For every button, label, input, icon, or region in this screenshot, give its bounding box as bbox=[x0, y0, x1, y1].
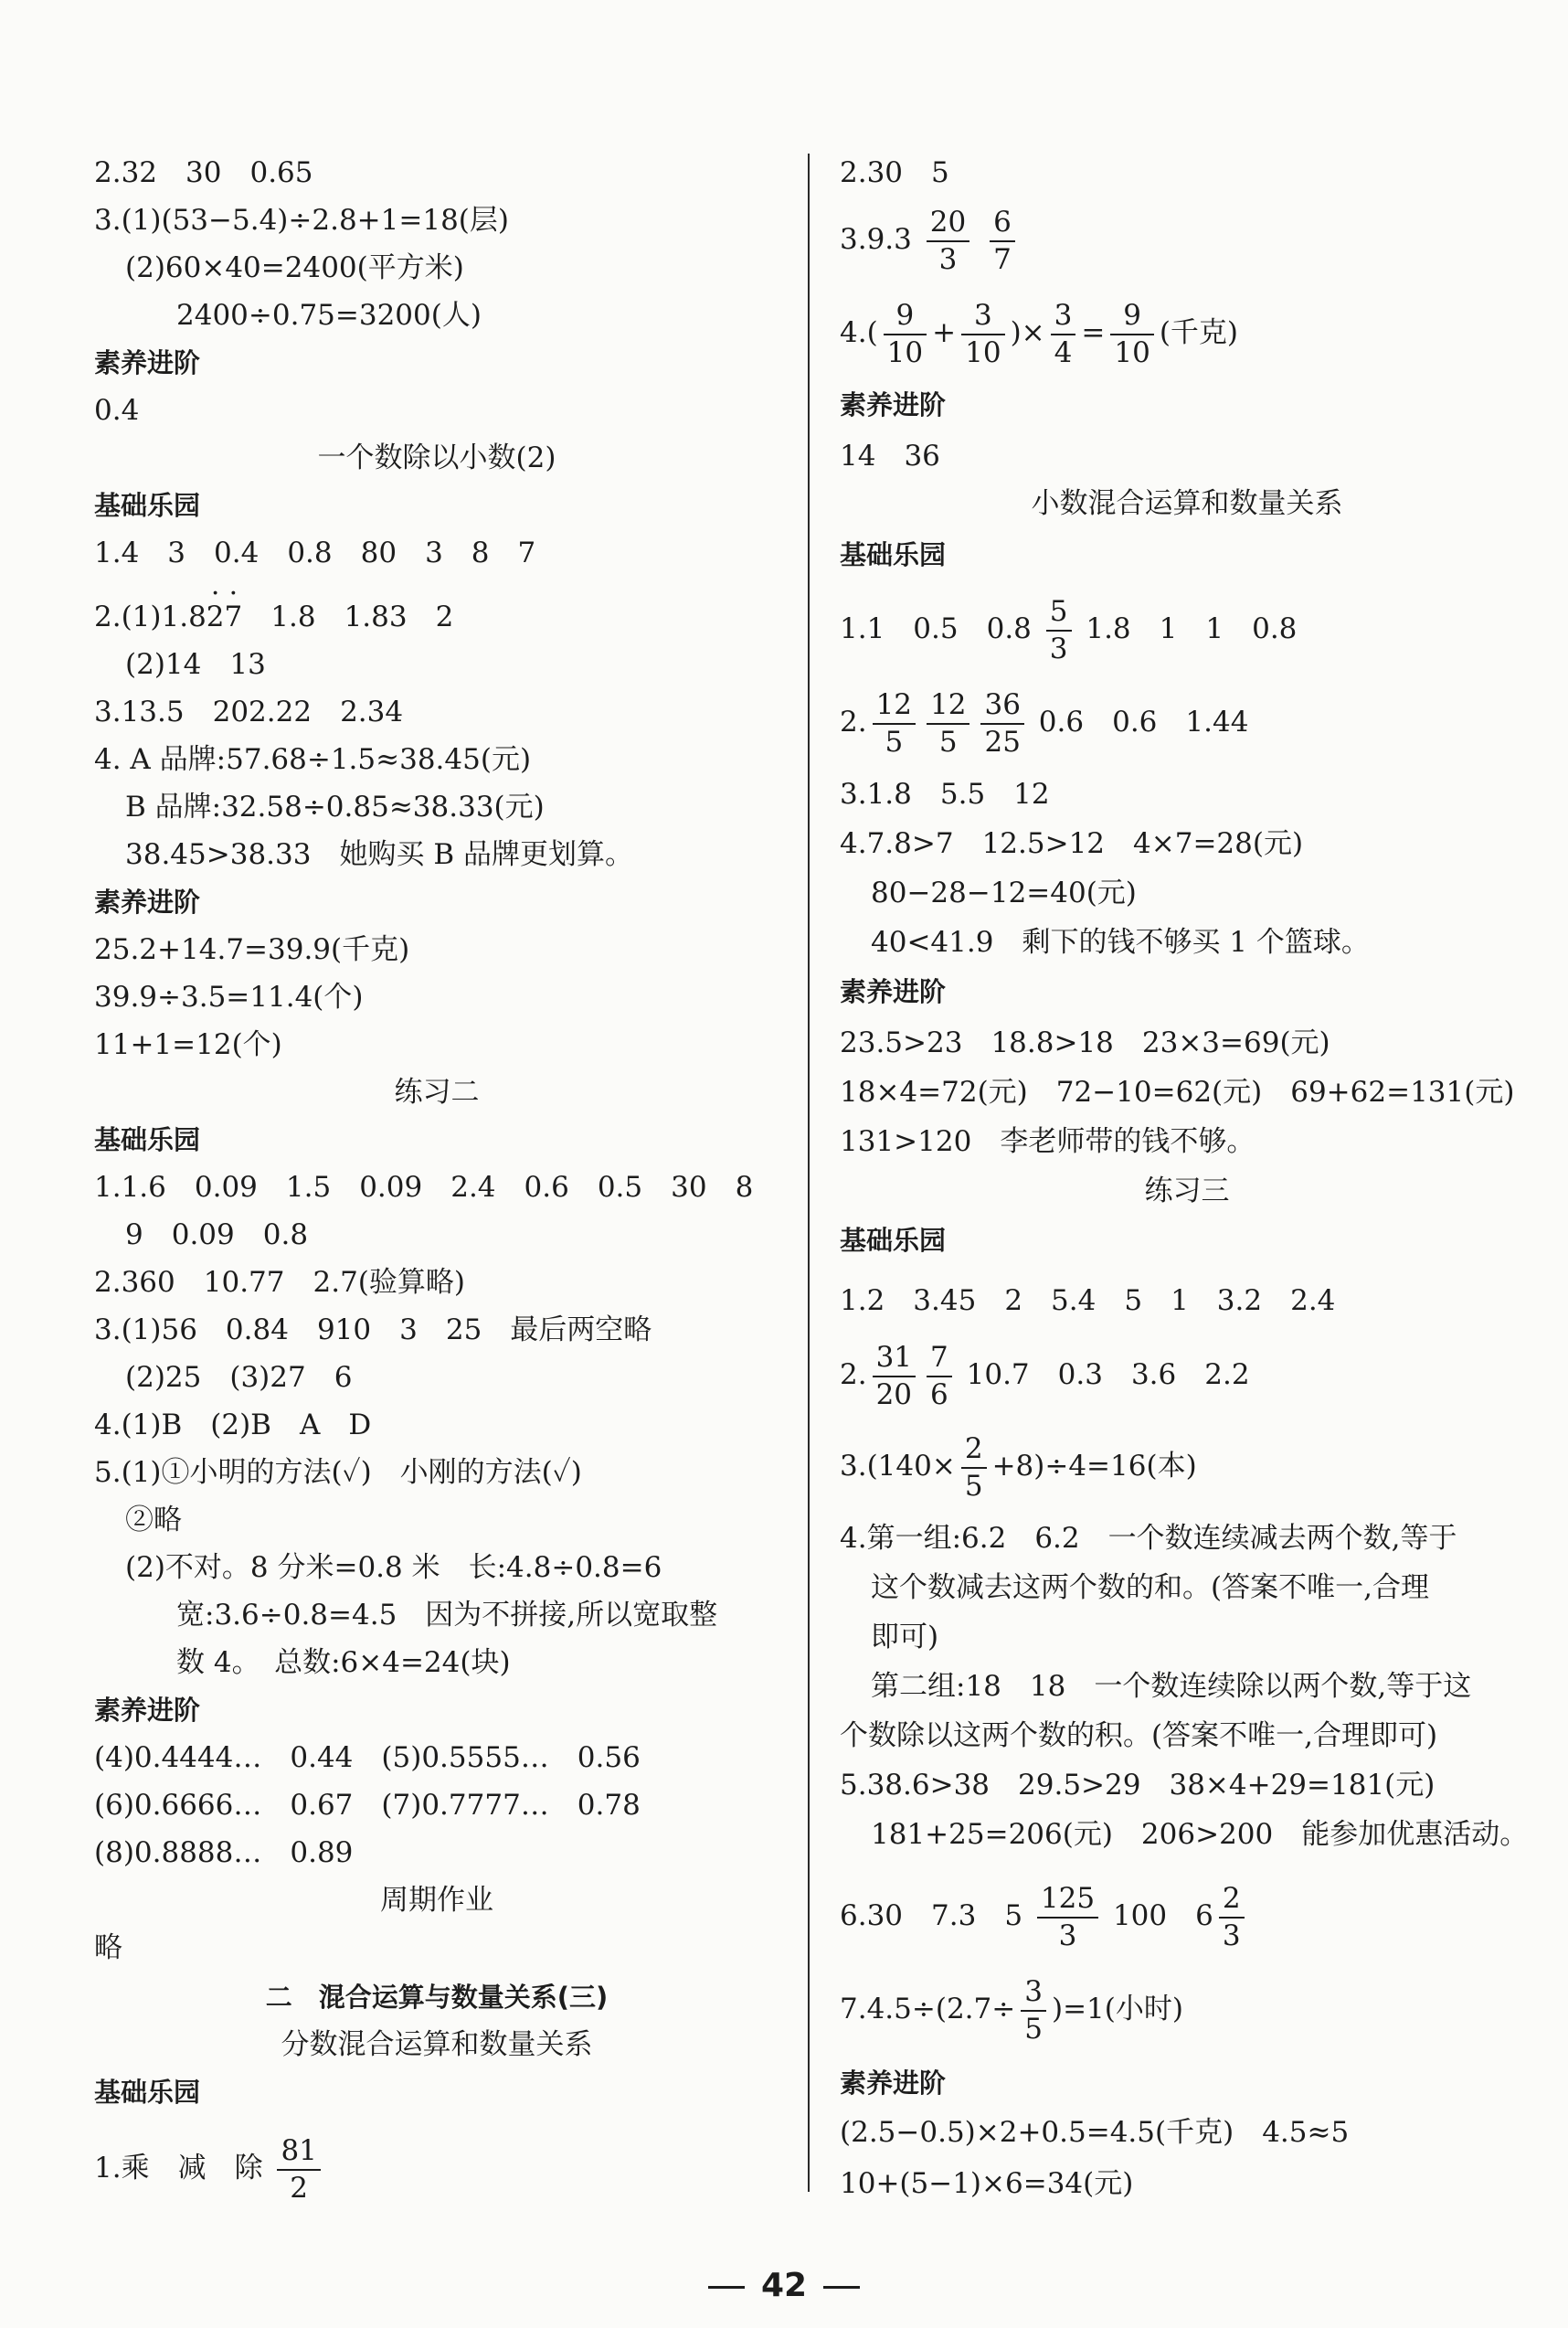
answer-line: (2)60×40=2400(平方米) bbox=[125, 251, 464, 284]
answer-line: 1.4 3 0.4 0.8 80 3 8 7 bbox=[94, 537, 536, 569]
answer-line: 2.32 30 0.65 bbox=[94, 156, 313, 189]
answer-line: 3.(1)56 0.84 910 3 25 最后两空略 bbox=[94, 1313, 652, 1346]
answer-line: 2.30 5 bbox=[840, 156, 949, 189]
answer-line: 略 bbox=[94, 1931, 122, 1964]
answer-line: 5.(1)①小明的方法(✓) 小刚的方法(✓) bbox=[94, 1456, 582, 1489]
answer-line: 3.1.8 5.5 12 bbox=[840, 778, 1050, 811]
section-heading: 素养进阶 bbox=[94, 347, 201, 378]
fraction: $\frac{125}{3}$ bbox=[1037, 1885, 1098, 1951]
answer-line: 7.4.5÷(2.7÷ $\frac{3}{5}$ )=1(小时) bbox=[840, 1974, 1183, 2046]
answer-line: 80−28−12=40(元) bbox=[871, 877, 1137, 909]
answer-line: 3.9.3 $\frac{20}{3}$ $\frac{6}{7}$ bbox=[840, 201, 1021, 278]
fraction: $\frac{9}{10}$ bbox=[1110, 302, 1153, 367]
answer-line: 0.4 bbox=[94, 394, 140, 427]
repeat-dot: · 2 bbox=[207, 601, 225, 633]
fraction: $\frac{5}{3}$ bbox=[1046, 598, 1072, 664]
answer-line: 11+1=12(个) bbox=[94, 1028, 282, 1061]
fraction: $\frac{31}{20}$ bbox=[873, 1344, 916, 1409]
page-number: 42 bbox=[0, 2267, 1568, 2304]
fraction: $\frac{81}{2}$ bbox=[277, 2137, 320, 2203]
answer-line: 即可) bbox=[871, 1621, 939, 1653]
answer-line: 4.7.8>7 12.5>12 4×7=28(元) bbox=[840, 827, 1304, 860]
lesson-title: 分数混合运算和数量关系 bbox=[281, 2028, 593, 2061]
answer-line: (2)25 (3)27 6 bbox=[125, 1361, 353, 1394]
answer-line: 4.( $\frac{9}{10}$ + $\frac{3}{10}$ )× $\frac{3}{4}$ = $\frac{9}{10}$ (千克) bbox=[840, 298, 1239, 369]
answer-line: 1.1 0.5 0.8 $\frac{5}{3}$ 1.8 1 1 0.8 bbox=[840, 594, 1298, 665]
answer-line: ②略 bbox=[125, 1504, 182, 1536]
lesson-title: 一个数除以小数(2) bbox=[317, 441, 556, 474]
answer-line: 1.乘 减 除 $\frac{81}{2}$ bbox=[94, 2130, 326, 2206]
answer-line: 25.2+14.7=39.9(千克) bbox=[94, 933, 410, 966]
answer-line: 23.5>23 18.8>18 23×3=69(元) bbox=[840, 1026, 1330, 1059]
answer-line: 这个数减去这两个数的和。(答案不唯一,合理 bbox=[871, 1571, 1429, 1604]
answer-line: 131>120 李老师带的钱不够。 bbox=[840, 1125, 1255, 1158]
lesson-title: 练习三 bbox=[1144, 1175, 1230, 1207]
answer-line: 18×4=72(元) 72−10=62(元) 69+62=131(元) bbox=[840, 1076, 1515, 1109]
fraction: $\frac{3}{4}$ bbox=[1051, 302, 1076, 367]
section-heading: 素养进阶 bbox=[94, 887, 201, 918]
unit-title: 二 混合运算与数量关系(三) bbox=[265, 1982, 609, 2013]
answer-line: 40<41.9 剩下的钱不够买 1 个篮球。 bbox=[871, 926, 1370, 959]
fraction: $\frac{20}{3}$ bbox=[927, 208, 969, 274]
answer-line: (2)14 13 bbox=[125, 648, 266, 681]
answer-line: 4. A 品牌:57.68÷1.5≈38.45(元) bbox=[94, 743, 532, 776]
answer-line: 个数除以这两个数的积。(答案不唯一,合理即可) bbox=[840, 1719, 1438, 1752]
fraction: $\frac{7}{6}$ bbox=[927, 1344, 952, 1409]
answer-line-repeating-decimal: 2.(1)1.8· 2· 7 1.8 1.83 2 bbox=[94, 600, 453, 634]
fraction: $\frac{2}{3}$ bbox=[1219, 1885, 1245, 1951]
section-heading: 基础乐园 bbox=[94, 1124, 201, 1155]
lesson-title: 周期作业 bbox=[380, 1884, 493, 1917]
fraction: $\frac{6}{7}$ bbox=[990, 208, 1015, 274]
answer-line: 6.30 7.3 5 $\frac{125}{3}$ 100 6 $\frac{2}{3}$ bbox=[840, 1877, 1250, 1954]
answer-line: 3.(140× $\frac{2}{5}$ +8)÷4=16(本) bbox=[840, 1431, 1197, 1503]
fraction: $\frac{9}{10}$ bbox=[884, 302, 927, 367]
answer-line: 数 4。 总数:6×4=24(块) bbox=[176, 1646, 511, 1679]
answer-line: 38.45>38.33 她购买 B 品牌更划算。 bbox=[125, 838, 633, 871]
answer-line: 4.(1)B (2)B A D bbox=[94, 1408, 372, 1441]
answer-line: 2. $\frac{12}{5}$ $\frac{12}{5}$ $\frac{36}{25}$ 0.6 0.6 1.44 bbox=[840, 687, 1249, 759]
section-heading: 素养进阶 bbox=[94, 1695, 201, 1726]
section-heading: 素养进阶 bbox=[840, 2068, 947, 2099]
answer-line: 4.第一组:6.2 6.2 一个数连续减去两个数,等于 bbox=[840, 1522, 1457, 1555]
answer-line: 1.1.6 0.09 1.5 0.09 2.4 0.6 0.5 30 8 bbox=[94, 1171, 754, 1204]
answer-line: (4)0.4444… 0.44 (5)0.5555… 0.56 bbox=[94, 1741, 641, 1774]
answer-line: (6)0.6666… 0.67 (7)0.7777… 0.78 bbox=[94, 1789, 641, 1822]
fraction: $\frac{3}{5}$ bbox=[1021, 1978, 1046, 2044]
section-heading: 基础乐园 bbox=[840, 1225, 947, 1256]
section-heading: 基础乐园 bbox=[94, 490, 201, 521]
lesson-title: 小数混合运算和数量关系 bbox=[1031, 487, 1343, 520]
fraction: $\frac{36}{25}$ bbox=[980, 691, 1023, 757]
section-heading: 素养进阶 bbox=[840, 976, 947, 1007]
answer-line: 1.2 3.45 2 5.4 5 1 3.2 2.4 bbox=[840, 1284, 1336, 1317]
section-heading: 基础乐园 bbox=[840, 539, 947, 570]
answer-line: 2.360 10.77 2.7(验算略) bbox=[94, 1266, 465, 1299]
answer-line: 2400÷0.75=3200(人) bbox=[176, 299, 482, 332]
answer-line: 10+(5−1)×6=34(元) bbox=[840, 2167, 1134, 2200]
column-divider bbox=[808, 154, 810, 2192]
answer-line: 2. $\frac{31}{20}$ $\frac{7}{6}$ 10.7 0.3 3.6 2.2 bbox=[840, 1340, 1250, 1411]
answer-line: 181+25=206(元) 206>200 能参加优惠活动。 bbox=[871, 1818, 1529, 1851]
repeat-dot: · 7 bbox=[225, 601, 243, 633]
section-heading: 基础乐园 bbox=[94, 2077, 201, 2108]
answer-line: (2)不对。8 分米=0.8 米 长:4.8÷0.8=6 bbox=[125, 1551, 662, 1584]
answer-line: 3.(1)(53−5.4)÷2.8+1=18(层) bbox=[94, 204, 509, 237]
answer-line: 宽:3.6÷0.8=4.5 因为不拼接,所以宽取整 bbox=[176, 1599, 718, 1632]
fraction: $\frac{3}{10}$ bbox=[961, 302, 1004, 367]
answer-line: 5.38.6>38 29.5>29 38×4+29=181(元) bbox=[840, 1769, 1436, 1802]
answer-line: 3.13.5 202.22 2.34 bbox=[94, 696, 404, 728]
answer-line: (8)0.8888… 0.89 bbox=[94, 1836, 354, 1869]
lesson-title: 练习二 bbox=[394, 1076, 480, 1109]
answer-line: (2.5−0.5)×2+0.5=4.5(千克) 4.5≈5 bbox=[840, 2116, 1350, 2149]
answer-line: 39.9÷3.5=11.4(个) bbox=[94, 981, 364, 1014]
answer-line: 14 36 bbox=[840, 440, 940, 473]
fraction: $\frac{12}{5}$ bbox=[873, 691, 916, 757]
fraction: $\frac{12}{5}$ bbox=[927, 691, 969, 757]
answer-line: 9 0.09 0.8 bbox=[125, 1218, 309, 1251]
answer-line: B 品牌:32.58÷0.85≈38.33(元) bbox=[125, 791, 545, 824]
section-heading: 素养进阶 bbox=[840, 389, 947, 420]
fraction: $\frac{2}{5}$ bbox=[961, 1435, 987, 1501]
answer-line: 第二组:18 18 一个数连续除以两个数,等于这 bbox=[871, 1670, 1472, 1703]
